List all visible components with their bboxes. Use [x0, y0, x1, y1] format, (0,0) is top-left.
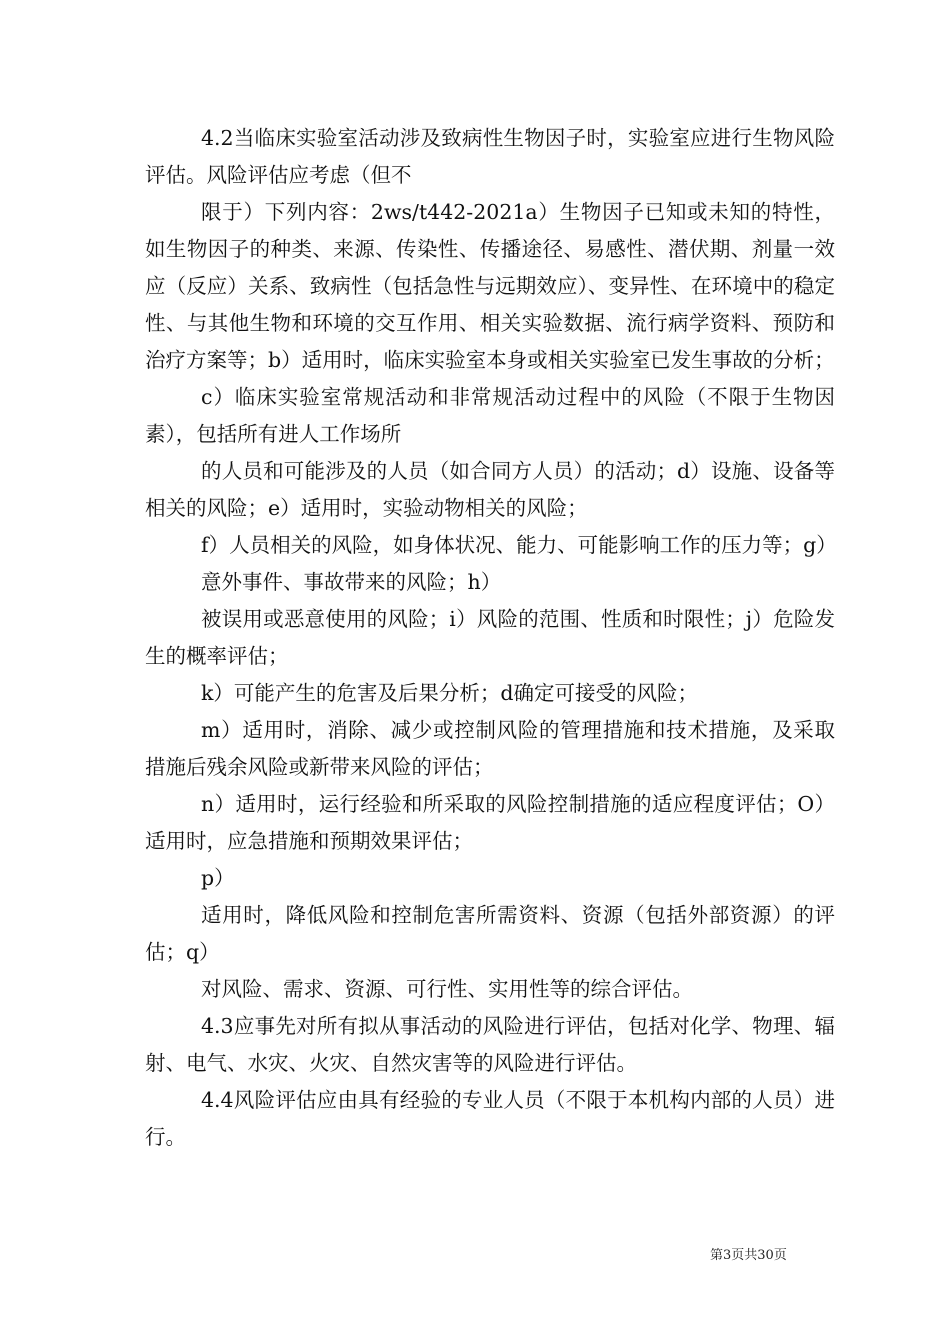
paragraph-item-f: f）人员相关的风险，如身体状况、能力、可能影响工作的压力等；g） — [201, 533, 837, 557]
paragraph-4-2: 4.2当临床实验室活动涉及致病性生物因子时，实验室应进行生物风险评估。风险评估应考虑（但不 — [145, 126, 835, 187]
paragraph-item-k: k）可能产生的危害及后果分析；d确定可接受的风险； — [201, 681, 699, 705]
paragraph-item-n-o: n）适用时，运行经验和所采取的风险控制措施的适应程度评估；O）适用时，应急措施和预期效果评估； — [145, 792, 835, 853]
paragraph-item-d-e: 的人员和可能涉及的人员（如合同方人员）的活动；d）设施、设备等相关的风险；e）适用时，实验动物相关的风险； — [145, 459, 835, 520]
paragraph-4-4: 4.4风险评估应由具有经验的专业人员（不限于本机构内部的人员）进行。 — [145, 1088, 835, 1149]
paragraph-item-q: 对风险、需求、资源、可行性、实用性等的综合评估。 — [201, 977, 693, 1001]
paragraph-item-h-i-j: 被误用或恶意使用的风险；i）风险的范围、性质和时限性；j）危险发生的概率评估； — [145, 607, 835, 668]
paragraph-item-c: c）临床实验室常规活动和非常规活动过程中的风险（不限于生物因素），包括所有进人工作场所 — [145, 385, 835, 446]
document-body — [145, 120, 835, 1156]
paragraph-list-intro: 限于）下列内容：2ws/t442-2021a）生物因子已知或未知的特性，如生物因子的种类、来源、传染性、传播途径、易感性、潜伏期、剂量一效应（反应）关系、致病性（包括急性与远期效应）、变异性、在环境中的稳定性、与其他生物和环境的交互作用、相关实验数据、流行病学资料、预防和治疗方案等；b）适用时，临床实验室本身或相关实验室已发生事故的分析； — [145, 200, 835, 372]
paragraph-item-p-text: 适用时，降低风险和控制危害所需资料、资源（包括外部资源）的评估；q） — [145, 903, 835, 964]
paragraph-item-g: 意外事件、事故带来的风险；h） — [201, 570, 502, 594]
paragraph-item-p: p） — [201, 866, 235, 890]
paragraph-item-m: m）适用时，消除、减少或控制风险的管理措施和技术措施，及采取措施后残余风险或新带来风险的评估； — [145, 718, 835, 779]
paragraph-4-3: 4.3应事先对所有拟从事活动的风险进行评估，包括对化学、物理、辐射、电气、水灾、火灾、自然灾害等的风险进行评估。 — [145, 1014, 835, 1075]
page-number: 第3页共30页 — [710, 1248, 787, 1263]
